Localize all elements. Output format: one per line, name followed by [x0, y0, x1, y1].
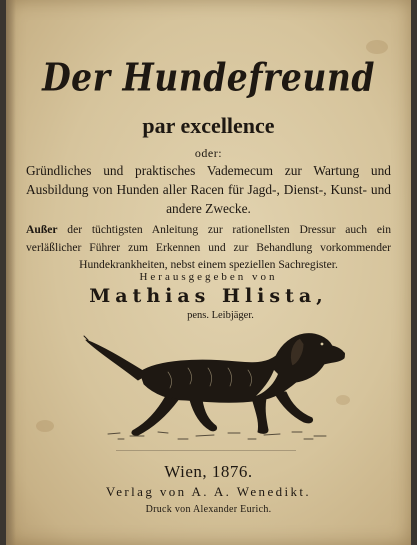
- printer-line: Druck von Alexander Eurich.: [145, 504, 272, 515]
- book-subtitle: par excellence: [142, 113, 275, 138]
- foxing-spot: [366, 40, 388, 54]
- publication-place-year: Wien, 1876.: [164, 462, 253, 481]
- author-name: Mathias Hlista,: [89, 285, 328, 307]
- editor-label: Herausgegeben von: [139, 271, 278, 283]
- description-main: Gründliches und praktisches Vademecum zur Wartung und Ausbildung von Hunden aller Racen für Jagd-, Dienst-, Kunst- und andere Zwecke.: [26, 163, 391, 216]
- description-secondary-lead: Außer: [26, 223, 58, 236]
- title-page: [6, 0, 411, 545]
- dog-illustration: [78, 322, 350, 446]
- publisher-line: Verlag von A. A. Wenedikt.: [105, 484, 312, 499]
- description-secondary: [26, 221, 391, 274]
- conjunction-oder: oder:: [194, 146, 223, 160]
- divider-rule: [116, 450, 296, 451]
- foxing-spot: [36, 420, 54, 432]
- author-rank: pens. Leibjäger.: [187, 310, 254, 321]
- book-title: Der Hundefreund: [42, 55, 375, 100]
- description-secondary-text: der tüchtigsten Anleitung zur rationellsten Dressur auch ein verläßlicher Führer zum Erkennen und zur Behandlung vorkommender Hundekrankheiten, nebst einem speziellen Sachregister.: [26, 223, 391, 271]
